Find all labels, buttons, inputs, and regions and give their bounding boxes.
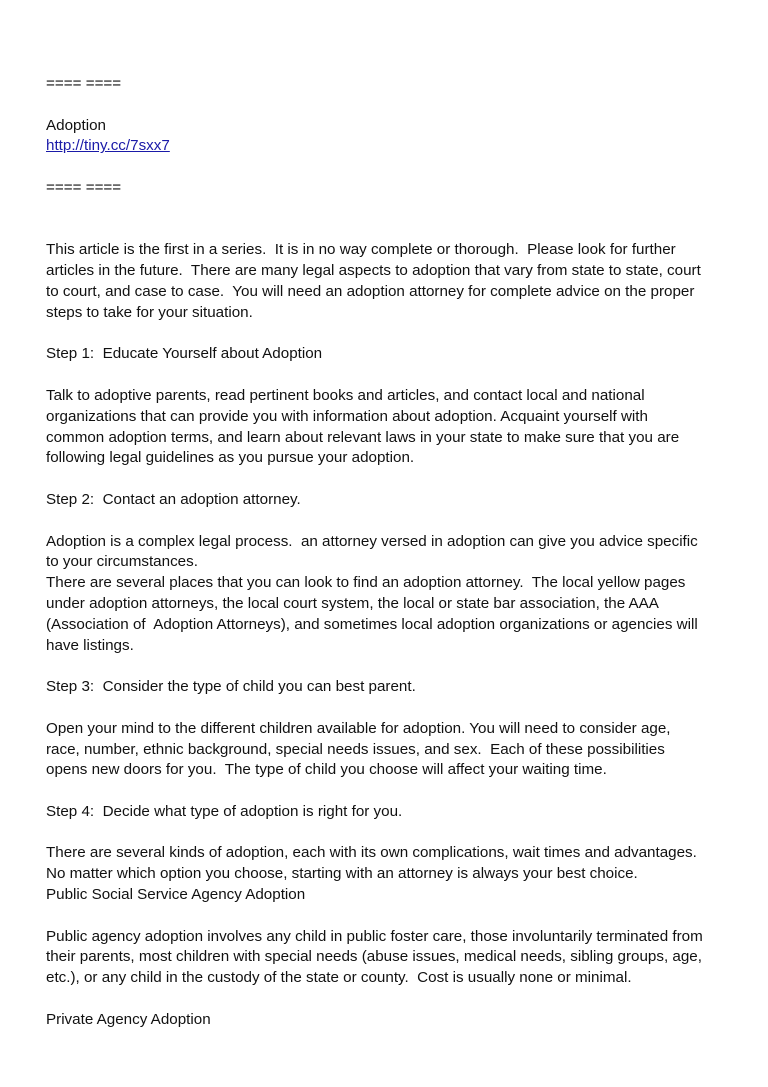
blank-line	[46, 199, 726, 241]
paragraph-line: have listings.	[46, 636, 134, 654]
paragraph-line: Open your mind to the different children available for adoption. You will need to consider age,	[46, 719, 671, 737]
paragraph-line: No matter which option you choose, starting with an attorney is always your best choice.	[46, 865, 638, 883]
intro-paragraph	[46, 240, 726, 323]
blank-line	[46, 469, 726, 490]
paragraph-line: This article is the first in a series. It is in no way complete or thorough. Please look for further	[46, 241, 676, 259]
paragraph-line: Public agency adoption involves any child in public foster care, those involuntarily terminated from	[46, 927, 703, 945]
paragraph-line: their parents, most children with special needs (abuse issues, medical needs, sibling groups, age,	[46, 948, 702, 966]
paragraph-line: common adoption terms, and learn about relevant laws in your state to make sure that you are	[46, 428, 680, 446]
paragraph-line: to your circumstances.	[46, 553, 198, 571]
step4-heading: Step 4: Decide what type of adoption is right for you.	[46, 802, 403, 820]
source-link[interactable]: http://tiny.cc/7sxx7	[46, 137, 170, 155]
paragraph-line: Talk to adoptive parents, read pertinent books and articles, and contact local and national	[46, 386, 645, 404]
step3-paragraph	[46, 719, 726, 781]
blank-line	[46, 698, 726, 719]
paragraph-line: opens new doors for you. The type of child you choose will affect your waiting time.	[46, 761, 607, 779]
blank-line	[46, 656, 726, 677]
blank-line	[46, 95, 726, 116]
blank-line	[46, 989, 726, 1010]
step4-paragraph	[46, 843, 726, 905]
paragraph-line: etc.), or any child in the custody of the state or county. Cost is usually none or minimal.	[46, 969, 632, 987]
paragraph-line: organizations that can provide you with information about adoption. Acquaint yourself with	[46, 407, 648, 425]
paragraph-line: articles in the future. There are many legal aspects to adoption that vary from state to state, court	[46, 262, 701, 280]
separator-bottom: ==== ====	[46, 178, 122, 196]
step3-heading: Step 3: Consider the type of child you can best parent.	[46, 678, 416, 696]
paragraph-line: steps to take for your situation.	[46, 303, 253, 321]
separator-top: ==== ====	[46, 75, 122, 92]
document-page	[46, 74, 726, 1031]
step1-paragraph	[46, 386, 726, 469]
paragraph-line: There are several places that you can look to find an adoption attorney. The local yellow pages	[46, 574, 686, 592]
blank-line	[46, 906, 726, 927]
blank-line	[46, 324, 726, 345]
public-agency-paragraph	[46, 927, 726, 989]
subheading-private-agency: Private Agency Adoption	[46, 1010, 211, 1028]
paragraph-line: Adoption is a complex legal process. an attorney versed in adoption can give you advice specific	[46, 532, 698, 550]
paragraph-line: under adoption attorneys, the local court system, the local or state bar association, the AAA	[46, 594, 659, 612]
blank-line	[46, 511, 726, 532]
step2-paragraph	[46, 532, 726, 657]
paragraph-line: race, number, ethnic background, special needs issues, and sex. Each of these possibilities	[46, 740, 665, 758]
paragraph-line: There are several kinds of adoption, each with its own complications, wait times and advantages.	[46, 844, 697, 862]
paragraph-line: following legal guidelines as you pursue your adoption.	[46, 449, 415, 467]
blank-line	[46, 781, 726, 802]
paragraph-line: to court, and case to case. You will need an adoption attorney for complete advice on the proper	[46, 282, 695, 300]
blank-line	[46, 365, 726, 386]
document-title: Adoption	[46, 116, 106, 134]
blank-line	[46, 823, 726, 844]
step2-heading: Step 2: Contact an adoption attorney.	[46, 490, 301, 508]
blank-line	[46, 157, 726, 178]
subheading-public-agency: Public Social Service Agency Adoption	[46, 886, 306, 904]
step1-heading: Step 1: Educate Yourself about Adoption	[46, 345, 323, 363]
paragraph-line: (Association of Adoption Attorneys), and sometimes local adoption organizations or agencies will	[46, 615, 698, 633]
